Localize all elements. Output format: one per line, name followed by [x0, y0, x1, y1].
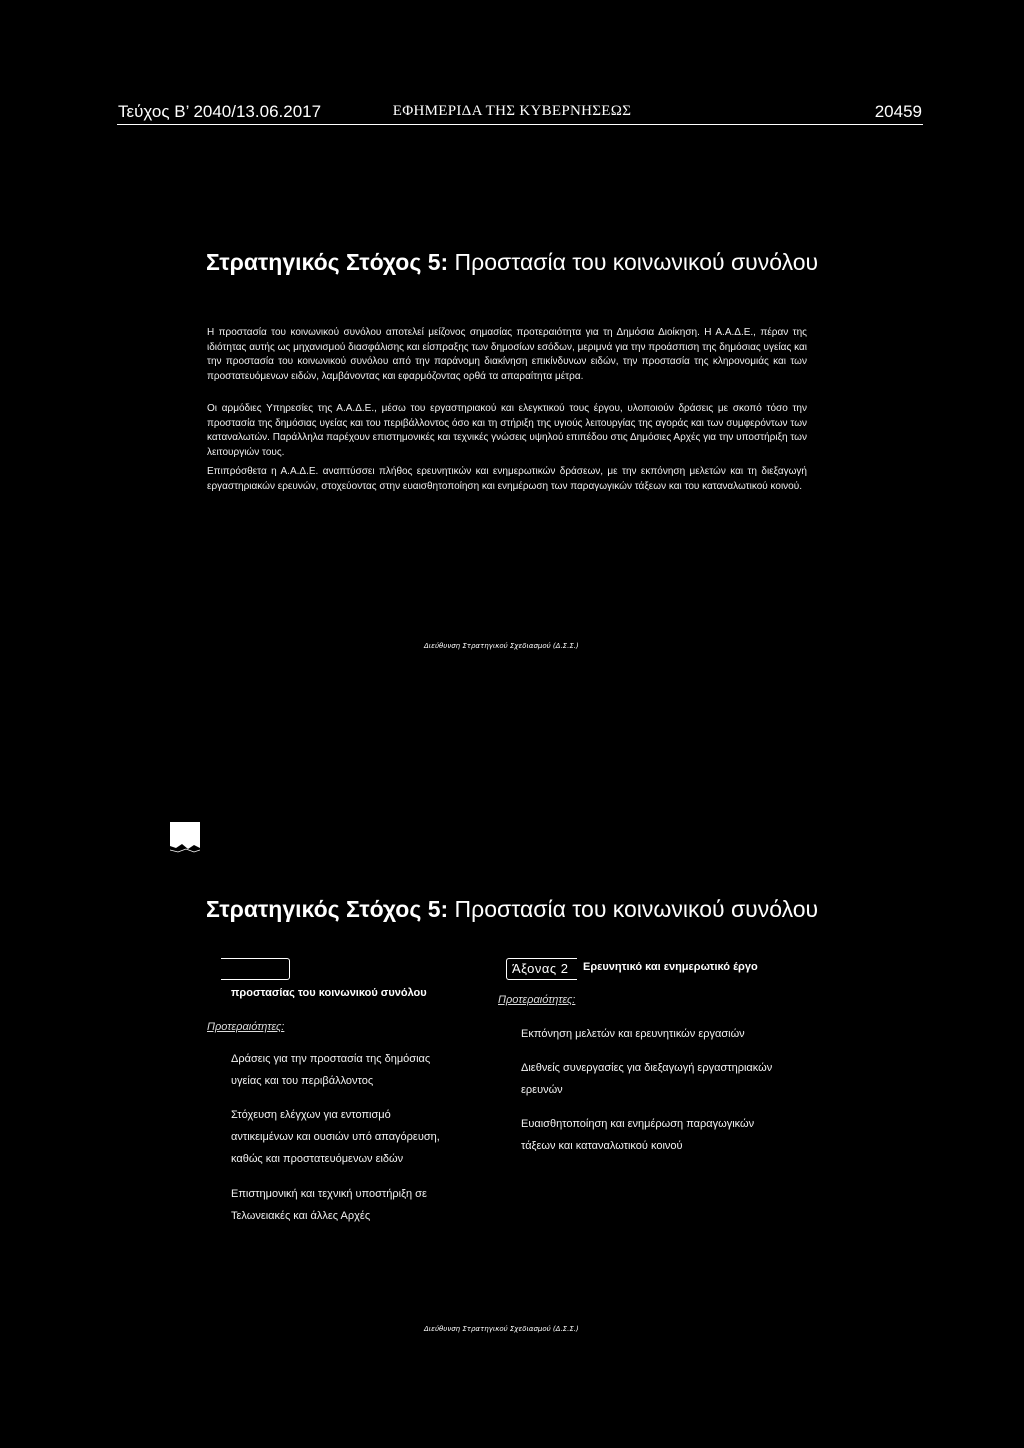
slide1-signature: Διεύθυνση Στρατηγικού Σχεδιασμού (Δ.Σ.Σ.): [424, 642, 579, 650]
left-item-3: Επιστημονική και τεχνική υποστήριξη σε Τελωνειακές και άλλες Αρχές: [231, 1188, 427, 1222]
right-axis-title: Ερευνητικό και ενημερωτικό έργο: [583, 961, 758, 973]
left-priorities-label: Προτεραιότητες:: [207, 1021, 285, 1033]
left-item-2: Στόχευση ελέγχων για εντοπισμό αντικειμένων και ουσιών υπό απαγόρευση, καθώς και προστατευόμενων ειδών: [231, 1109, 440, 1165]
slide1-title: [206, 249, 818, 276]
slide2-signature: Διεύθυνση Στρατηγικού Σχεδιασμού (Δ.Σ.Σ.): [424, 1325, 579, 1333]
logo-icon: [170, 822, 200, 854]
right-item-1: Εκπόνηση μελετών και ερευνητικών εργασιών: [521, 1028, 745, 1040]
left-axis-frame: [221, 958, 290, 980]
left-item-1: Δράσεις για την προστασία της δημόσιας υγείας και του περιβάλλοντος: [231, 1053, 431, 1087]
page-number: 20459: [874, 102, 922, 121]
issue-reference: Τεύχος Β’ 2040/13.06.2017: [118, 102, 322, 121]
slide2-title-light: Προστασία του κοινωνικού συνόλου: [454, 896, 819, 922]
slide1-title-light: Προστασία του κοινωνικού συνόλου: [454, 249, 819, 275]
slide1-paragraph-2: Οι αρμόδιες Υπηρεσίες της Α.Α.Δ.Ε., μέσω του εργαστηριακού και ελεγκτικού τους έργου, υλοποιούν δράσεις με σκοπό τόσο την προστασία της δημόσιας υγείας και του περιβάλλοντος όσο και τη στήριξη της υγιούς λειτουργίας της αγοράς και των συμφερόντων των καταναλωτών. Παράλληλα παρέχουν επιστημονικές και τεχνικές γνώσεις υψηλού επιπέδου στις Δημόσιες Αρχές για την υποστήριξη των λειτουργιών τους.: [207, 403, 807, 458]
slide2-title: [206, 896, 818, 923]
gazette-title: ΕΦΗΜΕΡΙΔΑ ΤΗΣ ΚΥΒΕΡΝΗΣΕΩΣ: [392, 103, 632, 119]
slide1-paragraph-3: Επιπρόσθετα η Α.Α.Δ.Ε. αναπτύσσει πλήθος ερευνητικών και ενημερωτικών δράσεων, με την εκπόνηση μελετών και τη διεξαγωγή εργαστηριακών ερευνών, στοχεύοντας στην ευαισθητοποίηση και ενημέρωση των παραγωγικών τάξεων και του καταναλωτικού κοινού.: [207, 466, 807, 492]
right-item-3: Ευαισθητοποίηση και ενημέρωση παραγωγικών τάξεων και καταναλωτικού κοινού: [521, 1118, 755, 1152]
header-rule: [117, 124, 923, 125]
slide1-paragraph-1: Η προστασία του κοινωνικού συνόλου αποτελεί μείζονος σημασίας προτεραιότητα για τη Δημόσια Διοίκηση. Η Α.Α.Δ.Ε., πέραν της ιδιότητας αυτής ως μηχανισμού διασφάλισης και είσπραξης των δημοσίων εσόδων, μεριμνά για την προάσπιση της δημόσιας υγείας και την προστασία του κοινωνικού συνόλου από την παράνομη διακίνηση επικίνδυνων ειδών, την προστασία της κληρονομιάς και των προστατευόμενων ειδών, λαμβάνοντας και εφαρμόζοντας ορθά τα απαραίτητα μέτρα.: [207, 327, 807, 382]
right-item-2: Διεθνείς συνεργασίες για διεξαγωγή εργαστηριακών ερευνών: [521, 1062, 773, 1096]
slide1-title-bold: Στρατηγικός Στόχος 5:: [206, 249, 449, 275]
slide2-title-bold: Στρατηγικός Στόχος 5:: [206, 896, 449, 922]
left-axis-title: προστασίας του κοινωνικού συνόλου: [231, 987, 427, 999]
right-priorities-label: Προτεραιότητες:: [498, 994, 576, 1006]
right-axis-label: Άξονας 2: [512, 961, 569, 976]
